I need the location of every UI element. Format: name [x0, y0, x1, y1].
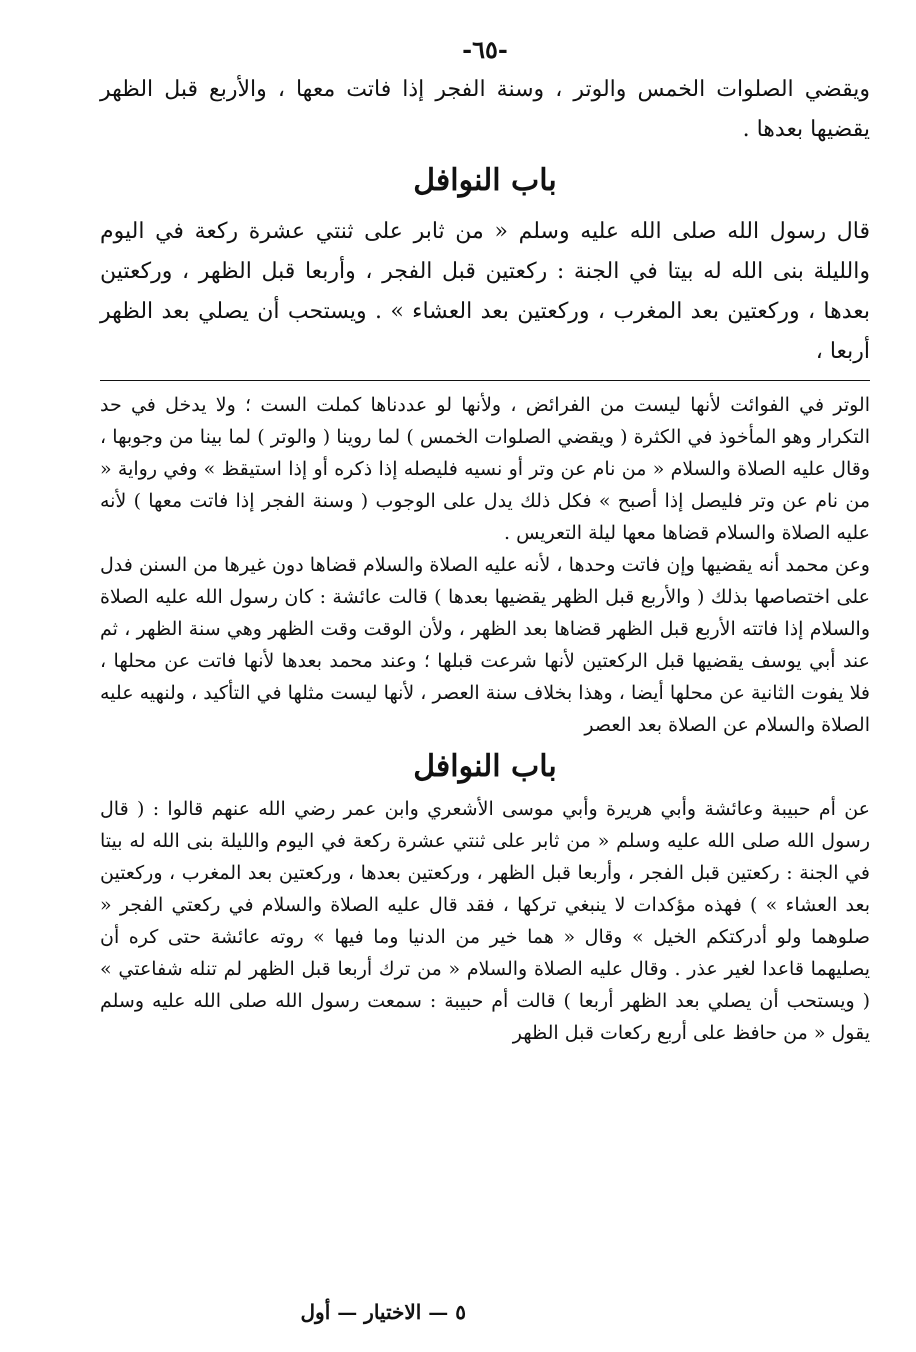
footer-signature: ٥ — الاختيار — أول	[300, 1300, 466, 1324]
page-number: -٦٥-	[462, 35, 508, 64]
book-page	[100, 30, 870, 1340]
commentary-chapter-heading: باب النوافل	[413, 749, 557, 784]
commentary-block	[100, 389, 870, 741]
matn-chapter-heading: باب النوافل	[413, 163, 557, 198]
matn-paragraph: قال رسول الله صلى الله عليه وسلم « من ثابر على ثنتي عشرة ركعة في اليوم والليلة بنى الله له بيتا في الجنة : ركعتين قبل الفجر ، وأربعا قبل الظهر ، وركعتين بعدها ، وركعتين بعد المغرب ، وركعتين بعد العشاء » . ويستحب أن يصلي بعد الظهر أربعا ،	[100, 219, 870, 364]
top-matn-text: ويقضي الصلوات الخمس والوتر ، وسنة الفجر إذا فاتت معها ، والأربع قبل الظهر يقضيها بعدها .	[100, 77, 870, 142]
separator-rule	[100, 380, 870, 381]
commentary-nawafil-block	[100, 793, 870, 1049]
commentary-paragraph: وعن محمد أنه يقضيها وإن فاتت وحدها ، لأنه عليه الصلاة والسلام قضاها دون غيرها من السنن فدل على اختصاصها بذلك ( والأربع قبل الظهر يقضيها بعدها ) قالت عائشة : كان رسول الله عليه الصلاة والسلام إذا فاتته الأربع قبل الظهر قضاها بعد الظهر ، ولأن الوقت وقت الظهر وهي سنة الظهر ، ثم عند أبي يوسف يقضيها قبل الركعتين لأنها شرعت قبلها ؛ وعند محمد بعدها لأنها فاتت عن محلها ، فلا يفوت الثانية عن محلها أيضا ، وهذا بخلاف سنة العصر ، لأنها ليست مثلها في التأكيد ، ولنهيه عليه الصلاة والسلام عن الصلاة بعد العصر	[100, 554, 870, 736]
commentary-paragraph: الوتر في الفوائت لأنها ليست من الفرائض ، ولأنها لو عددناها كملت الست ؛ ولا يدخل في حد التكرار وهو المأخوذ في الكثرة ( ويقضي الصلوات الخمس ) لما روينا ( والوتر ) لما بينا من وجوبها ، وقال عليه الصلاة والسلام « من نام عن وتر أو نسيه فليصله إذا ذكره أو إذا استيقظ » وفي رواية « من نام عن وتر فليصل إذا أصبح » فكل ذلك يدل على الوجوب ( وسنة الفجر إذا فاتت معها ) لأنه عليه الصلاة والسلام قضاها معها ليلة التعريس .	[100, 394, 870, 544]
commentary-nawafil-paragraph: عن أم حبيبة وعائشة وأبي هريرة وأبي موسى الأشعري وابن عمر رضي الله عنهم قالوا : ( قال رسول الله صلى الله عليه وسلم « من ثابر على ثنتي عشرة ركعة في اليوم والليلة بنى الله له بيتا في الجنة : ركعتين قبل الفجر ، وأربعا قبل الظهر ، وركعتين بعدها ، وركعتين بعد المغرب ، وركعتين بعد العشاء » ) فهذه مؤكدات لا ينبغي تركها ، فقد قال عليه الصلاة والسلام في ركعتي الفجر « صلوهما ولو أدركتكم الخيل » وقال « هما خير من الدنيا وما فيها » روته عائشة حتى كره أن يصليهما قاعدا لغير عذر . وقال عليه الصلاة والسلام « من ترك أربعا قبل الظهر لم تنله شفاعتي » ( ويستحب أن يصلي بعد الظهر أربعا ) قالت أم حبيبة : سمعت رسول الله صلى الله عليه وسلم يقول « من حافظ على أربع ركعات قبل الظهر	[100, 798, 870, 1044]
